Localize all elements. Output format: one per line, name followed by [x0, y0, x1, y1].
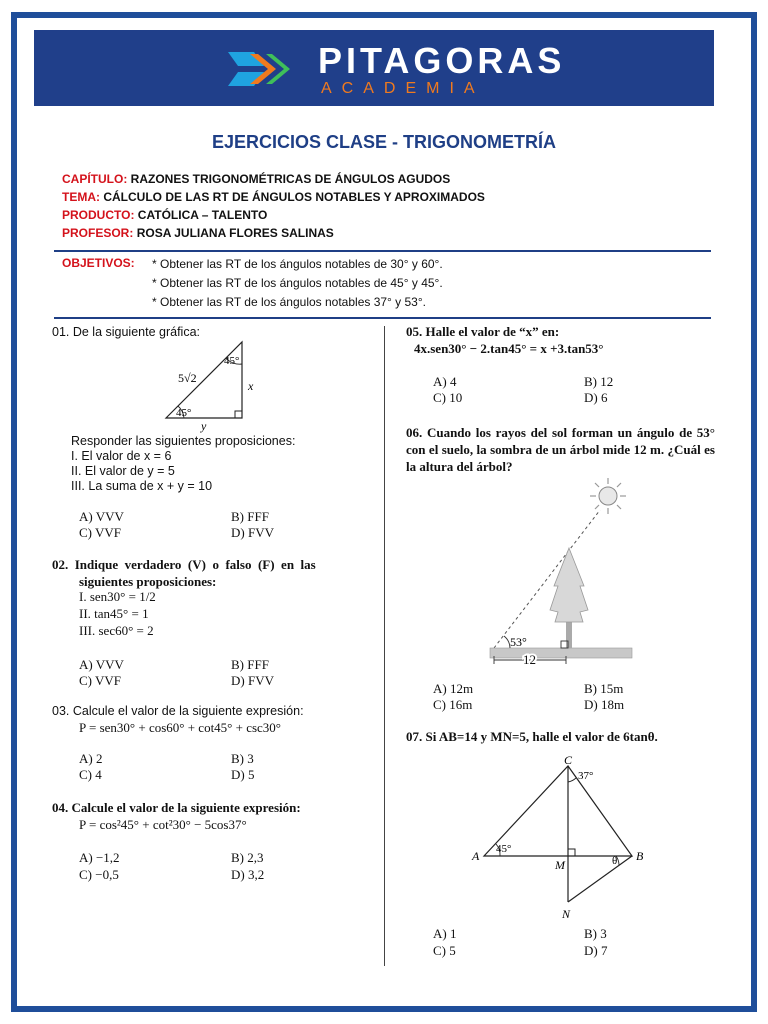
q4-expression: P = cos²45° + cot²30° − 5cos37° — [79, 817, 247, 832]
q1-triangle-figure — [160, 334, 270, 434]
objective-item: * Obtener las RT de los ángulos notables de 30° y 60°. — [152, 257, 443, 271]
q4-option-d[interactable]: D) 3,2 — [231, 867, 265, 882]
q4-prompt: 04. Calcule el valor de la siguiente expresión: — [52, 800, 301, 815]
meta-topic: TEMA: CÁLCULO DE LAS RT DE ÁNGULOS NOTABLES Y APROXIMADOS — [62, 190, 485, 204]
divider-top — [54, 250, 711, 252]
q1-prompt: 01. De la siguiente gráfica: — [52, 325, 201, 339]
q6-angle-label: 53° — [510, 635, 527, 649]
q6-prompt: 06. Cuando los rayos del sol forman un ángulo de 53° con el suelo, la sombra de un árbol mide 12 m. ¿Cuál es la altura del árbol? — [406, 425, 715, 474]
q5-expression: 4x.sen30° − 2.tan45° = x +3.tan53° — [414, 341, 604, 356]
objective-item: * Obtener las RT de los ángulos notables de 45° y 45°. — [152, 276, 443, 290]
q7-option-a[interactable]: A) 1 — [433, 926, 457, 941]
q7-label-m: M — [555, 858, 565, 872]
q5-option-c[interactable]: C) 10 — [433, 390, 463, 405]
q1-intro: Responder las siguientes proposiciones: — [71, 434, 296, 448]
q1-side-y: y — [201, 419, 207, 433]
q6-base-label: 12 — [523, 652, 536, 667]
q3-option-a[interactable]: A) 2 — [79, 751, 103, 766]
q7-option-d[interactable]: D) 7 — [584, 943, 608, 958]
q3-prompt: 03. Calcule el valor de la siguiente expresión: — [52, 704, 304, 718]
q2-prop-1: I. sen30° = 1/2 — [79, 589, 156, 604]
q7-theta: θ — [612, 855, 618, 867]
q1-hyp-label: 5√2 — [178, 371, 197, 385]
q1-option-a[interactable]: A) VVV — [79, 509, 124, 524]
q7-angle-c: 37° — [578, 770, 594, 782]
q2-prompt-line1: 02. Indique verdadero (V) o falso (F) en las — [52, 557, 316, 572]
meta-chapter: CAPÍTULO: RAZONES TRIGONOMÉTRICAS DE ÁNGULOS AGUDOS — [62, 172, 451, 186]
q1-option-d[interactable]: D) FVV — [231, 525, 274, 540]
q1-prop-2: II. El valor de y = 5 — [71, 464, 175, 478]
q1-prop-3: III. La suma de x + y = 10 — [71, 479, 213, 493]
q3-expression: P = sen30° + cos60° + cot45° + csc30° — [79, 720, 282, 735]
q6-option-b[interactable]: B) 15m — [584, 681, 624, 696]
objectives-label: OBJETIVOS: — [62, 256, 135, 270]
q5-option-b[interactable]: B) 12 — [584, 374, 614, 389]
header-banner — [34, 30, 714, 106]
q1-side-x: x — [248, 379, 254, 393]
q1-angle-left: 45° — [176, 407, 192, 419]
q7-label-a: A — [472, 849, 480, 863]
q1-option-c[interactable]: C) VVF — [79, 525, 122, 540]
q5-prompt: 05. Halle el valor de “x” en: — [406, 324, 560, 339]
document-title: EJERCICIOS CLASE - TRIGONOMETRÍA — [211, 132, 557, 152]
q6-option-a[interactable]: A) 12m — [433, 681, 474, 696]
q2-prop-3: III. sec60° = 2 — [79, 623, 154, 638]
q5-option-d[interactable]: D) 6 — [584, 390, 608, 405]
brand-subtitle: ACADEMIA — [321, 80, 485, 97]
q7-triangle-figure — [466, 752, 656, 924]
q2-option-c[interactable]: C) VVF — [79, 673, 122, 688]
sun-icon — [590, 478, 626, 514]
q7-label-b: B — [636, 849, 644, 863]
q1-prop-1: I. El valor de x = 6 — [71, 449, 172, 463]
document-meta — [62, 170, 485, 242]
brand-name: PITAGORAS — [318, 40, 566, 81]
q2-option-b[interactable]: B) FFF — [231, 657, 269, 672]
column-divider — [384, 326, 385, 966]
q3-option-d[interactable]: D) 5 — [231, 767, 255, 782]
tree-icon — [550, 548, 588, 648]
q2-option-d[interactable]: D) FVV — [231, 673, 274, 688]
q6-tree-figure — [488, 476, 634, 670]
q7-angle-a: 45° — [496, 843, 512, 855]
q7-label-c: C — [564, 753, 573, 767]
divider-objectives — [54, 317, 711, 319]
q1-angle-top: 45° — [224, 355, 240, 367]
q7-option-c[interactable]: C) 5 — [433, 943, 456, 958]
q3-option-c[interactable]: C) 4 — [79, 767, 102, 782]
q6-option-c[interactable]: C) 16m — [433, 697, 473, 712]
q4-option-b[interactable]: B) 2,3 — [231, 850, 264, 865]
q2-option-a[interactable]: A) VVV — [79, 657, 124, 672]
meta-product: PRODUCTO: CATÓLICA – TALENTO — [62, 208, 268, 222]
q5-option-a[interactable]: A) 4 — [433, 374, 457, 389]
pitagoras-logo-icon — [224, 44, 304, 94]
q7-option-b[interactable]: B) 3 — [584, 926, 607, 941]
q1-option-b[interactable]: B) FFF — [231, 509, 269, 524]
q3-option-b[interactable]: B) 3 — [231, 751, 254, 766]
q6-option-d[interactable]: D) 18m — [584, 697, 625, 712]
q7-prompt: 07. Si AB=14 y MN=5, halle el valor de 6tanθ. — [406, 729, 658, 744]
meta-teacher: PROFESOR: ROSA JULIANA FLORES SALINAS — [62, 226, 334, 240]
objectives-list — [152, 255, 443, 312]
q2-prop-2: II. tan45° = 1 — [79, 606, 149, 621]
q4-option-c[interactable]: C) −0,5 — [79, 867, 119, 882]
q2-prompt-line2: siguientes proposiciones: — [79, 574, 217, 589]
objective-item: * Obtener las RT de los ángulos notables 37° y 53°. — [152, 295, 426, 309]
q7-label-n: N — [562, 907, 571, 921]
q4-option-a[interactable]: A) −1,2 — [79, 850, 120, 865]
